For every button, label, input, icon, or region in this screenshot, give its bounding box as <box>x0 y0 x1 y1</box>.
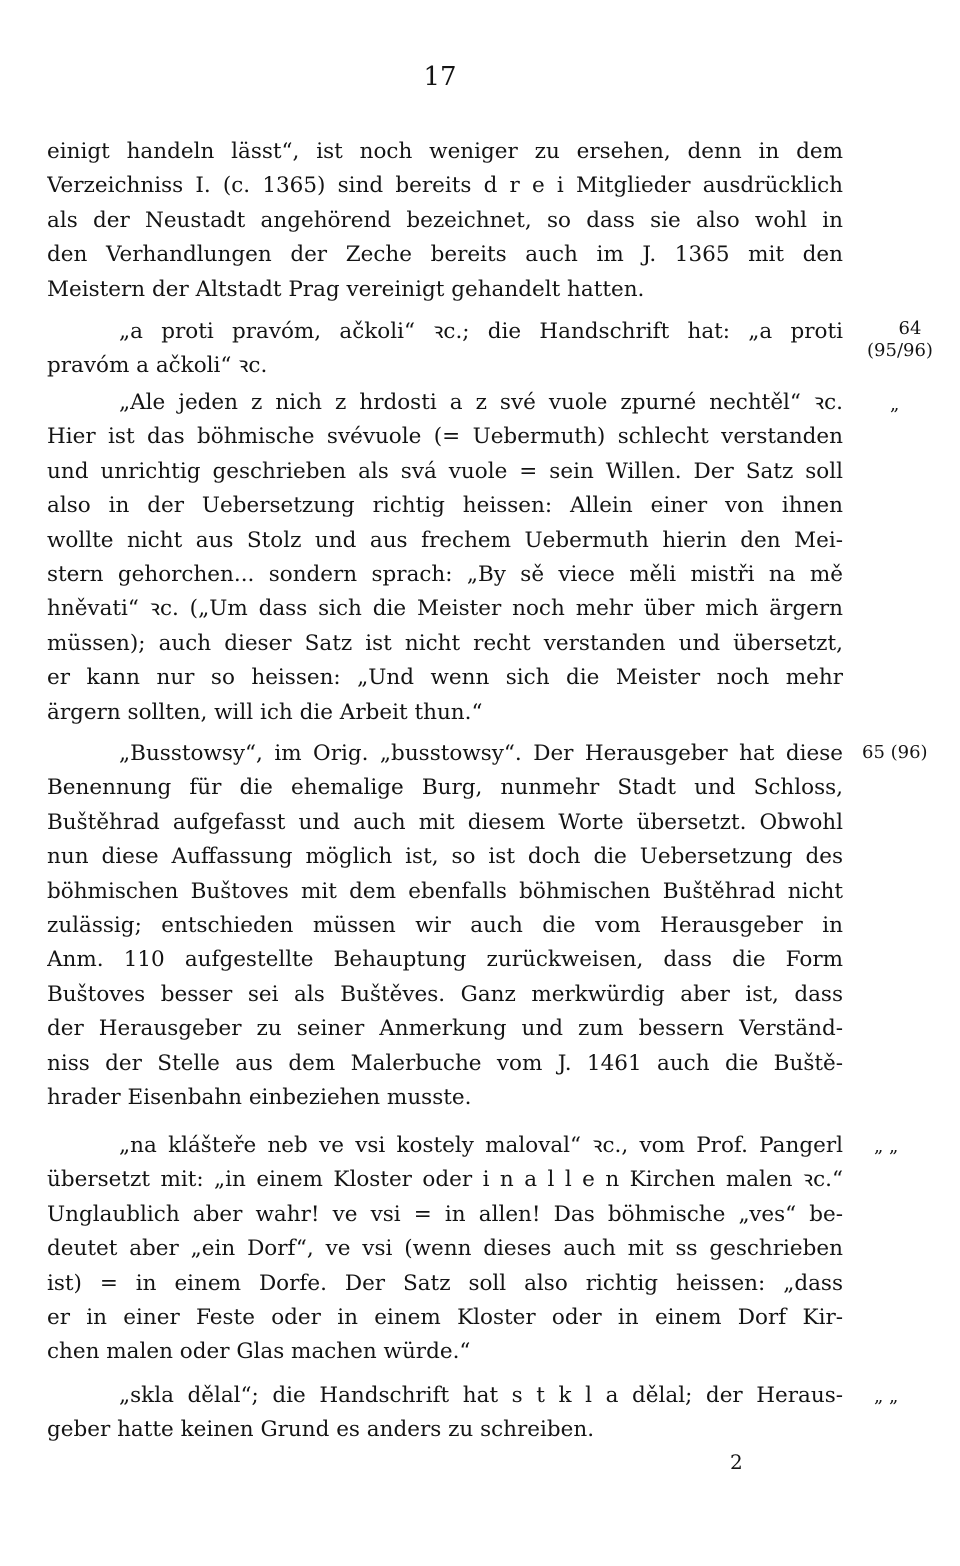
text-line: hrader Eisenbahn einbeziehen musste. <box>47 1084 472 1110</box>
paragraph-1 <box>47 135 843 307</box>
margin-note-ditto: „ <box>890 394 900 415</box>
text-line: Meistern der Altstadt Prag vereinigt gehandelt hatten. <box>47 276 645 302</box>
signature-mark: 2 <box>730 1450 743 1474</box>
text-line: „a proti pravóm, ačkoli“ ꝛc.; die Handschrift hat: „a proti <box>119 319 843 344</box>
text-line: Benennung für die ehemalige Burg, nunmehr Stadt und Schloss, <box>47 775 843 801</box>
margin-note-top: 64 <box>898 318 922 339</box>
text-line: und unrichtig geschrieben als svá vuole = sein Willen. Der Satz soll <box>47 458 843 484</box>
text-line: zulässig; entschieden müssen wir auch die vom Herausgeber in <box>47 912 843 938</box>
margin-note-64 <box>867 318 940 362</box>
page-number: 17 <box>423 62 457 92</box>
text-line: als der Neustadt angehörend bezeichnet, so dass sie also wohl in <box>47 207 843 233</box>
text-line: geber hatte keinen Grund es anders zu schreiben. <box>47 1417 595 1443</box>
text-line: Hier ist das böhmische svévuole (= Uebermuth) schlecht verstanden <box>47 424 843 450</box>
text-line: Anm. 110 aufgestellte Behauptung zurückweisen, dass die Form <box>47 947 843 973</box>
text-line: stern gehorchen... sondern sprach: „By sě viece měli mistři na mě <box>47 561 843 587</box>
text-line: ärgern sollten, will ich die Arbeit thun.“ <box>47 699 483 725</box>
text-line: chen malen oder Glas machen würde.“ <box>47 1339 471 1365</box>
text-line: nun diese Auffassung möglich ist, so ist doch die Uebersetzung des <box>47 844 843 870</box>
text-line: er kann nur so heissen: „Und wenn sich die Meister noch mehr <box>47 665 843 691</box>
text-line: pravóm a ačkoli“ ꝛc. <box>47 353 268 379</box>
text-line: „Ale jeden z nich z hrdosti a z své vuole zpurné nechtěl“ ꝛc. <box>119 390 843 415</box>
text-line: „skla dělal“; die Handschrift hat s t k l a dělal; der Heraus- <box>119 1383 843 1408</box>
text-line: Buštoves besser sei als Buštěves. Ganz merkwürdig aber ist, dass <box>47 981 843 1007</box>
paragraph-6 <box>47 1379 843 1448</box>
text-line: der Herausgeber zu seiner Anmerkung und zum bessern Verständ- <box>47 1016 843 1042</box>
text-line: er in einer Feste oder in einem Kloster oder in einem Dorf Kir- <box>47 1304 843 1330</box>
paragraph-2 <box>47 315 843 384</box>
text-line: „Busstowsy“, im Orig. „busstowsy“. Der Herausgeber hat diese <box>119 741 843 766</box>
text-line: hněvati“ ꝛc. („Um dass sich die Meister noch mehr über mich ärgern <box>47 596 843 622</box>
text-line: müssen); auch dieser Satz ist nicht recht verstanden und übersetzt, <box>47 630 843 656</box>
text-line: übersetzt mit: „in einem Kloster oder i n a l l e n Kirchen malen ꝛc.“ <box>47 1167 843 1193</box>
paragraph-5 <box>47 1129 843 1370</box>
text-line: niss der Stelle aus dem Malerbuche vom J. 1461 auch die Buště- <box>47 1050 843 1076</box>
margin-note-ditto-2: „ „ <box>874 1136 899 1157</box>
text-line: deutet aber „ein Dorf“, ve vsi (wenn dieses auch mit ss geschrieben <box>47 1236 843 1262</box>
paragraph-4 <box>47 737 843 1115</box>
text-line: wollte nicht aus Stolz und aus frechem Uebermuth hierin den Mei- <box>47 527 843 553</box>
text-line: „na klášteře neb ve vsi kostely maloval“ ꝛc., vom Prof. Pangerl <box>119 1133 843 1158</box>
paragraph-3 <box>47 386 843 730</box>
text-line: Verzeichniss I. (c. 1365) sind bereits d r e i Mitglieder ausdrücklich <box>47 173 843 199</box>
margin-note-65: 65 (96) <box>862 742 928 763</box>
text-line: Unglaublich aber wahr! ve vsi = in allen! Das böhmische „ves“ be- <box>47 1201 843 1227</box>
margin-note-bottom: (95/96) <box>867 340 933 361</box>
text-line: einigt handeln lässt“, ist noch weniger zu ersehen, denn in dem <box>47 139 843 164</box>
text-line: böhmischen Buštoves mit dem ebenfalls böhmischen Buštěhrad nicht <box>47 878 843 904</box>
text-line: Buštěhrad aufgefasst und auch mit diesem Worte übersetzt. Obwohl <box>47 809 843 835</box>
text-line: also in der Uebersetzung richtig heissen: Allein einer von ihnen <box>47 493 843 519</box>
text-line: den Verhandlungen der Zeche bereits auch im J. 1365 mit den <box>47 242 843 268</box>
text-line: ist) = in einem Dorfe. Der Satz soll also richtig heissen: „dass <box>47 1270 843 1296</box>
margin-note-ditto-3: „ „ <box>874 1386 899 1407</box>
